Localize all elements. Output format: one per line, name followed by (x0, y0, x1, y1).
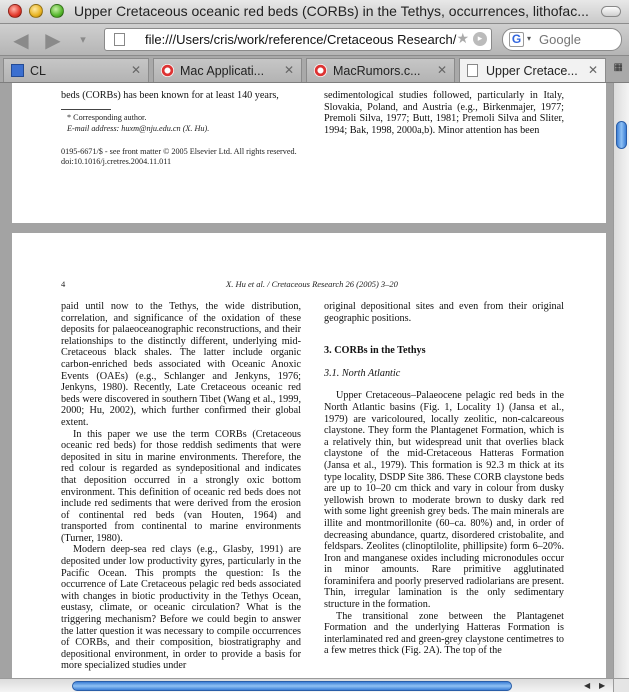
tab-cl[interactable] (3, 58, 149, 82)
tab-bar (0, 56, 629, 83)
minimize-window-button[interactable] (29, 4, 43, 18)
close-tab-icon[interactable]: ✕ (587, 63, 598, 77)
horizontal-scrollbar[interactable] (0, 678, 613, 692)
page-favicon-icon (467, 64, 478, 77)
paragraph: Upper Cretaceous–Palaeocene pelagic red beds in the North Atlantic basins (Fig. 1, Locality 1) (Jansa et al., 1979) are varicoloured, locally zeolitic, non-calcareous claystone. They form the Plantagenet Formation, which is a relatively thin, but widespread unit that overlies black claystone of the mid-Cretaceous Hatteras Formation (Jansa et al., 1979). This formation is 92.3 m thick at its type locality, DSDP Site 386. These CORB claystone beds are up to 10–20 cm thick and vary in colour from dusky yellowish brown to moderate brown to dusky dark red with some light greenish grey beds. The main minerals are illite and montmorillonite (60–ca. 80%) and, in order of decreasing abundance, quartz, disordered cristobalite, and feldspars. Zeolites (clinoptilolite, phillipsite) form 6–20%. Iron and manganese oxides including micronodules occur in minor amounts. Rare primitive agglutinated foraminifera and poorly preserved radiolarians are present. Thin, irregular lamination is the only sedimentary structure in the formation. (324, 390, 564, 611)
page-number: 4 (61, 279, 66, 289)
close-tab-icon[interactable]: ✕ (283, 63, 294, 77)
back-button[interactable]: ◀ (13, 28, 29, 52)
footnote-rule (61, 109, 111, 110)
paragraph: In this paper we use the term CORBs (Cretaceous oceanic red beds) for those reddish sediments that were deposited in situ in marine environments. Therefore, the red colour is regarded as syndepositional and indicates that deposition occurred in a strongly oxic bottom environment. This definition of oceanic red beds does not include red sediments that were derived from the erosion of continental red beds (van Houten, 1964) and transported from continental to marine environments (Turner, 1980). (61, 428, 301, 544)
forward-button[interactable]: ▶ (45, 28, 61, 52)
navigation-toolbar (0, 24, 629, 56)
apple-favicon-icon (314, 64, 327, 77)
subsection-heading: 3.1. North Atlantic (324, 367, 401, 379)
paragraph: original depositional sites and even from their original geographic positions. (324, 301, 564, 324)
search-bar[interactable] (502, 28, 622, 51)
copyright-line: 0195-6671/$ - see front matter © 2005 Elsevier Ltd. All rights reserved. (61, 147, 297, 156)
search-engine-dropdown-icon[interactable]: ▾ (527, 34, 532, 43)
paragraph: The transitional zone between the Plantagenet Formation and the underlying Hatteras Formation is interlaminated red and green-grey claystone centimetres to a few metres thick (Fig. 2A). The top of the (324, 610, 564, 657)
running-head: X. Hu et al. / Cretaceous Research 26 (2005) 3–20 (226, 279, 398, 289)
google-search-engine-icon[interactable]: G (509, 32, 524, 47)
vertical-scrollbar[interactable] (613, 83, 629, 678)
url-text[interactable]: file:///Users/cris/work/reference/Cretaceous Research/ (145, 32, 457, 47)
close-tab-icon[interactable]: ✕ (436, 63, 447, 77)
toolbar-toggle-button[interactable] (601, 6, 621, 17)
section-heading: 3. CORBs in the Tethys (324, 345, 426, 357)
horizontal-scroll-thumb[interactable] (72, 681, 512, 691)
paragraph: paid until now to the Tethys, the wide distribution, correlation, and significance of the oxidation of these deposits for palaeoceanographic reconstructions, and their relationships to the distinctly different, underlying mid-Cretaceous black shales. The latter include organic carbon-enriched beds associated with Oceanic Anoxic Events (OAEs) (e.g., Schlanger and Jenkyns, 1976; Jenkyns, 1980). Recently, Late Cretaceous oceanic red beds were discovered in southern Tibet (Wang et al., 1999, 2000; Hu, 2002), which further confirmed their global extent. (61, 301, 301, 428)
tab-upper-cretaceous[interactable] (459, 58, 606, 82)
pdf-page-4 (12, 233, 606, 678)
tab-macrumors[interactable] (306, 58, 455, 82)
page-icon (114, 33, 125, 46)
paragraph: Modern deep-sea red clays (e.g., Glasby, 1991) are deposited under low productivity gyres, particularly in the Pacific Ocean. This prompts the question: Is the occurrence of Late Cretaceous pelagic red beds associated with changes in biotic productivity in the Tethys Ocean, eustasy, climate, or oceanic circulation? What is the triggering mechanism? Before we could begin to answer the latter question it was necessary to compile occurrences of CORBs, and their composition, biostratigraphy and depositional environment, in order to provide a basis for more specialized studies under (61, 544, 301, 672)
right-column (324, 301, 564, 657)
title-bar[interactable] (0, 0, 629, 24)
footnote-corresponding-author: * Corresponding author. (67, 113, 147, 122)
tab-label: Upper Cretace... (486, 64, 578, 78)
close-tab-icon[interactable]: ✕ (130, 63, 141, 77)
tab-label: CL (30, 64, 46, 78)
scroll-left-arrow-icon[interactable]: ◀ (584, 681, 591, 690)
close-window-button[interactable] (8, 4, 22, 18)
cl-favicon-icon (11, 64, 24, 77)
vertical-scroll-thumb[interactable] (616, 121, 627, 149)
window-title: Upper Cretaceous oceanic red beds (CORBs) in the Tethys, occurrences, lithofac... (74, 3, 589, 19)
tab-mac-applications[interactable] (153, 58, 302, 82)
page1-right-text: sedimentological studies followed, particularly in Italy, Slovakia, Poland, and Austria (e.g., Birkenmajer, 1977; Premoli Silva, 1977; Butt, 1981; Premoli Silva and Sliter, 1994; Bak, 1998, 2000a,b). Minor attention has been (324, 90, 564, 136)
document-viewport[interactable] (0, 83, 613, 678)
footnote-email: E-mail address: huxm@nju.edu.cn (X. Hu). (67, 124, 210, 133)
go-arrow-icon[interactable]: ▸ (473, 32, 487, 46)
resize-corner[interactable] (613, 678, 629, 692)
tab-label: MacRumors.c... (333, 64, 421, 78)
tab-label: Mac Applicati... (180, 64, 265, 78)
page1-left-text: beds (CORBs) has been known for at least 140 years, (61, 90, 279, 101)
pdf-page-1 (12, 83, 606, 223)
left-column (61, 301, 301, 672)
scroll-right-arrow-icon[interactable]: ▶ (599, 681, 606, 690)
bookmark-star-icon[interactable]: ★ (456, 31, 469, 47)
doi-line: doi:10.1016/j.cretres.2004.11.011 (61, 157, 172, 166)
apple-favicon-icon (161, 64, 174, 77)
address-bar[interactable] (104, 28, 492, 51)
search-input[interactable] (539, 32, 617, 47)
zoom-window-button[interactable] (50, 4, 64, 18)
history-dropdown-button[interactable]: ▾ (80, 33, 86, 46)
list-all-tabs-icon[interactable]: ▦ (613, 62, 623, 73)
